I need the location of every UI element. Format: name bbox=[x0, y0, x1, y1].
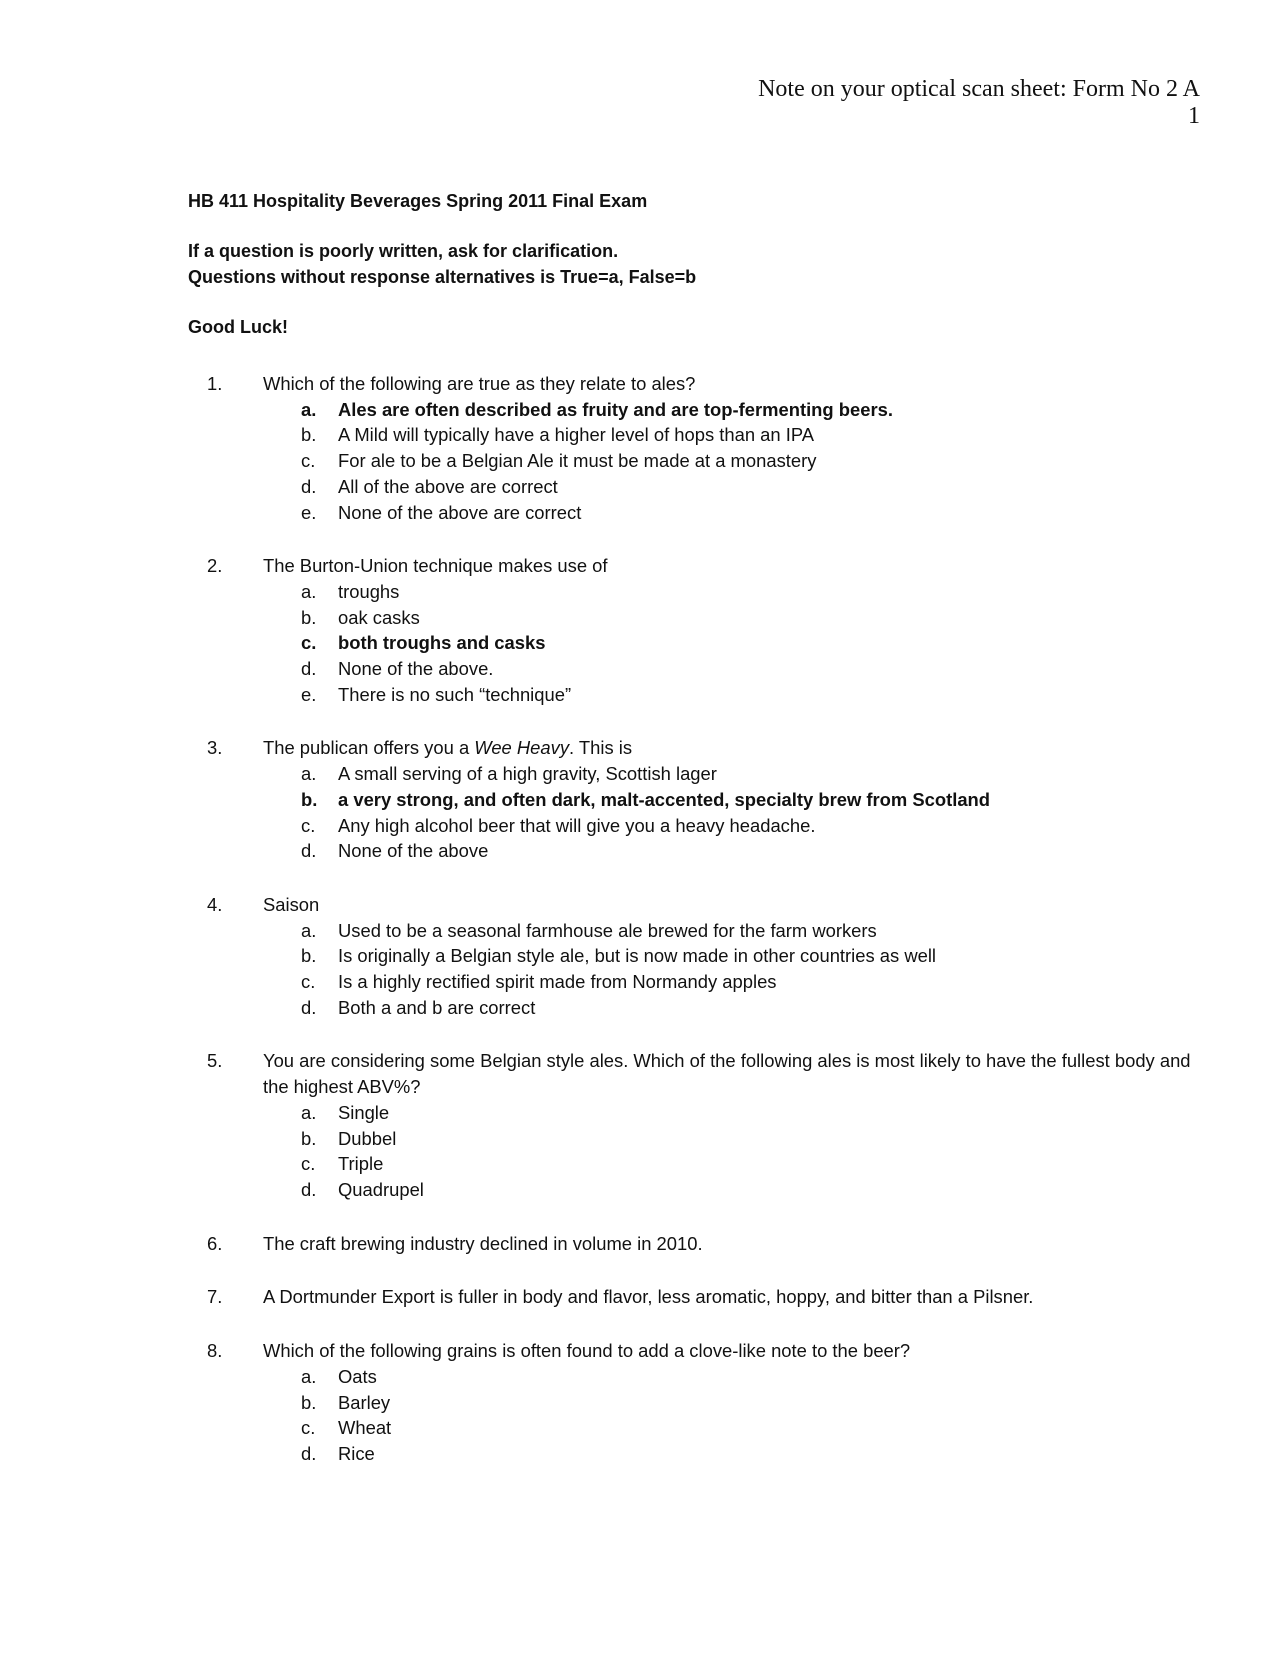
question-number: 2. bbox=[207, 555, 223, 577]
option-letter: e. bbox=[301, 501, 317, 523]
option-letter: c. bbox=[301, 971, 316, 993]
option-text: None of the above bbox=[338, 840, 489, 862]
option-letter: a. bbox=[301, 398, 317, 420]
option-text: troughs bbox=[338, 580, 400, 602]
option-a-correct bbox=[301, 397, 1208, 423]
question-2 bbox=[188, 553, 1208, 707]
option-text: Single bbox=[338, 1101, 390, 1123]
option-c bbox=[301, 1415, 1208, 1441]
option-text: Barley bbox=[338, 1391, 391, 1413]
option-a bbox=[301, 1364, 1208, 1390]
question-number: 3. bbox=[207, 737, 223, 759]
option-list bbox=[263, 579, 1208, 708]
option-letter: c. bbox=[301, 632, 317, 654]
question-text: Which of the following are true as they relate to ales? bbox=[263, 373, 696, 394]
option-text: a very strong, and often dark, malt-accented, specialty brew from Scotland bbox=[338, 788, 991, 810]
option-text: There is no such “technique” bbox=[338, 683, 572, 705]
option-letter: c. bbox=[301, 450, 316, 472]
option-b-correct bbox=[301, 787, 1208, 813]
question-number: 6. bbox=[207, 1232, 223, 1254]
option-d bbox=[301, 1441, 1208, 1467]
beer-style-term: Wee Heavy bbox=[474, 737, 570, 759]
question-number: 5. bbox=[207, 1050, 223, 1072]
option-text: Both a and b are correct bbox=[338, 996, 536, 1018]
question-number: 1. bbox=[207, 373, 223, 394]
option-b bbox=[301, 943, 1208, 969]
option-text: Wheat bbox=[338, 1417, 392, 1439]
option-letter: d. bbox=[301, 475, 317, 497]
option-text: Quadrupel bbox=[338, 1178, 424, 1200]
option-b bbox=[301, 1390, 1208, 1416]
question-text: Saison bbox=[263, 893, 320, 915]
option-letter: c. bbox=[301, 1417, 316, 1439]
option-a bbox=[301, 761, 1208, 787]
option-d bbox=[301, 995, 1208, 1021]
option-c bbox=[301, 448, 1208, 474]
option-letter: b. bbox=[301, 424, 317, 446]
option-a bbox=[301, 1100, 1208, 1126]
option-text: Dubbel bbox=[338, 1127, 397, 1149]
option-letter: e. bbox=[301, 683, 317, 705]
option-d bbox=[301, 838, 1208, 864]
question-text: The craft brewing industry declined in volume in 2010. bbox=[263, 1232, 703, 1254]
option-letter: d. bbox=[301, 1442, 317, 1464]
option-e bbox=[301, 500, 1208, 526]
option-letter: a. bbox=[301, 763, 317, 785]
option-a bbox=[301, 918, 1208, 944]
option-list bbox=[263, 918, 1208, 1021]
option-d bbox=[301, 1177, 1208, 1203]
option-text: Rice bbox=[338, 1442, 375, 1464]
option-list bbox=[263, 397, 1208, 526]
option-text: Ales are often described as fruity and are top-fermenting beers. bbox=[338, 398, 893, 420]
option-letter: a. bbox=[301, 1101, 317, 1123]
option-c bbox=[301, 813, 1208, 839]
question-7 bbox=[188, 1284, 1208, 1310]
question-list bbox=[188, 371, 1208, 1495]
option-text: For ale to be a Belgian Ale it must be made at a monastery bbox=[338, 450, 817, 472]
option-letter: a. bbox=[301, 1365, 317, 1387]
option-letter: c. bbox=[301, 1153, 316, 1175]
question-5 bbox=[188, 1048, 1208, 1202]
option-list bbox=[263, 761, 1208, 864]
question-number: 4. bbox=[207, 893, 223, 915]
question-text: A Dortmunder Export is fuller in body and flavor, less aromatic, hoppy, and bitter than a Pilsner. bbox=[263, 1286, 1034, 1308]
option-text: A Mild will typically have a higher level of hops than an IPA bbox=[338, 424, 815, 446]
option-text: Triple bbox=[338, 1153, 384, 1175]
option-text: Any high alcohol beer that will give you a heavy headache. bbox=[338, 814, 816, 836]
option-a bbox=[301, 579, 1208, 605]
option-d bbox=[301, 474, 1208, 500]
option-text: Is a highly rectified spirit made from Normandy apples bbox=[338, 971, 777, 993]
instruction-clarification: If a question is poorly written, ask for clarification. bbox=[188, 241, 619, 261]
question-number: 7. bbox=[207, 1286, 223, 1308]
option-text: None of the above. bbox=[338, 658, 494, 680]
option-letter: d. bbox=[301, 1178, 317, 1200]
form-number-note: Note on your optical scan sheet: Form No 2 A bbox=[758, 76, 1200, 102]
question-8 bbox=[188, 1338, 1208, 1467]
option-b bbox=[301, 422, 1208, 448]
option-text: Is originally a Belgian style ale, but is now made in other countries as well bbox=[338, 945, 937, 967]
option-text: Used to be a seasonal farmhouse ale brewed for the farm workers bbox=[338, 919, 877, 941]
question-3 bbox=[188, 735, 1208, 864]
option-letter: a. bbox=[301, 919, 317, 941]
option-letter: b. bbox=[301, 1127, 317, 1149]
option-letter: b. bbox=[301, 1391, 317, 1413]
option-text: None of the above are correct bbox=[338, 501, 582, 523]
page-number: 1 bbox=[1188, 103, 1200, 129]
option-text: oak casks bbox=[338, 606, 420, 628]
option-letter: d. bbox=[301, 658, 317, 680]
exam-intro bbox=[188, 188, 1188, 340]
option-b bbox=[301, 605, 1208, 631]
option-letter: b. bbox=[301, 606, 317, 628]
option-letter: c. bbox=[301, 814, 316, 836]
option-text: All of the above are correct bbox=[338, 475, 558, 497]
option-letter: a. bbox=[301, 580, 317, 602]
option-letter: d. bbox=[301, 996, 317, 1018]
exam-title: HB 411 Hospitality Beverages Spring 2011 Final Exam bbox=[188, 191, 648, 211]
good-luck: Good Luck! bbox=[188, 317, 288, 337]
question-text: The publican offers you a Wee Heavy. This is bbox=[263, 737, 633, 759]
question-text: You are considering some Belgian style ales. Which of the following ales is most likely to have the fullest body and the highest ABV%? bbox=[263, 1050, 1191, 1098]
option-text: A small serving of a high gravity, Scottish lager bbox=[338, 763, 717, 785]
option-letter: b. bbox=[301, 945, 317, 967]
question-6 bbox=[188, 1231, 1208, 1257]
option-c-correct bbox=[301, 630, 1208, 656]
option-b bbox=[301, 1126, 1208, 1152]
option-c bbox=[301, 1151, 1208, 1177]
question-text: The Burton-Union technique makes use of bbox=[263, 555, 608, 577]
question-text: Which of the following grains is often found to add a clove-like note to the beer? bbox=[263, 1340, 911, 1362]
question-number: 8. bbox=[207, 1340, 223, 1362]
option-text: both troughs and casks bbox=[338, 632, 546, 654]
option-letter: d. bbox=[301, 840, 317, 862]
option-text: Oats bbox=[338, 1365, 377, 1387]
option-list bbox=[263, 1364, 1208, 1467]
option-letter: b. bbox=[301, 788, 318, 810]
option-list bbox=[263, 1100, 1208, 1203]
instruction-true-false: Questions without response alternatives is True=a, False=b bbox=[188, 267, 697, 287]
question-4 bbox=[188, 892, 1208, 1021]
page-header bbox=[758, 76, 1200, 130]
question-1 bbox=[188, 371, 1208, 525]
option-c bbox=[301, 969, 1208, 995]
option-e bbox=[301, 682, 1208, 708]
option-d bbox=[301, 656, 1208, 682]
